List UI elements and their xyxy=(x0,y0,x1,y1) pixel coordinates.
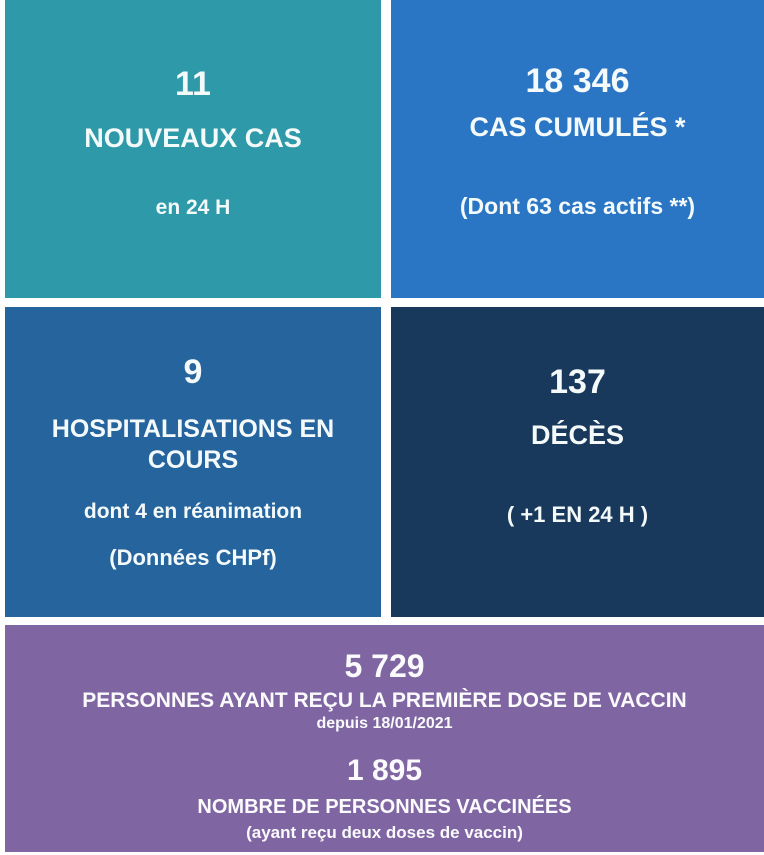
deaths-value: 137 xyxy=(549,363,606,401)
active-cases-note: (Dont 63 cas actifs **) xyxy=(459,193,696,219)
new-cases-label: NOUVEAUX CAS xyxy=(84,123,302,153)
first-dose-since: depuis 18/01/2021 xyxy=(316,715,453,732)
new-cases-sublabel: en 24 H xyxy=(155,196,231,219)
fully-vaccinated-note: (ayant reçu deux doses de vaccin) xyxy=(246,823,523,842)
first-dose-value: 5 729 xyxy=(344,648,425,684)
deaths-label: DÉCÈS xyxy=(530,420,625,450)
deaths-panel xyxy=(391,307,764,617)
fully-vaccinated-label: NOMBRE DE PERSONNES VACCINÉES xyxy=(197,796,572,818)
new-cases-value: 11 xyxy=(175,65,211,103)
new-cases-panel xyxy=(5,0,381,298)
icu-note: dont 4 en réanimation xyxy=(83,500,303,523)
cumulative-cases-value: 18 346 xyxy=(525,62,630,100)
hospitalizations-value: 9 xyxy=(183,353,203,391)
cumulative-cases-panel xyxy=(391,0,764,298)
deaths-change-note: ( +1 EN 24 H ) xyxy=(506,502,649,527)
cumulative-cases-label: CAS CUMULÉS * xyxy=(469,112,686,142)
hospitalizations-panel xyxy=(5,307,381,617)
vaccination-panel xyxy=(5,625,764,852)
data-source-note: (Données CHPf) xyxy=(109,545,277,570)
first-dose-label: PERSONNES AYANT REÇU LA PREMIÈRE DOSE DE VACCIN xyxy=(82,689,687,712)
hospitalizations-label: HOSPITALISATIONS EN COURS xyxy=(51,415,335,474)
fully-vaccinated-value: 1 895 xyxy=(346,754,423,787)
